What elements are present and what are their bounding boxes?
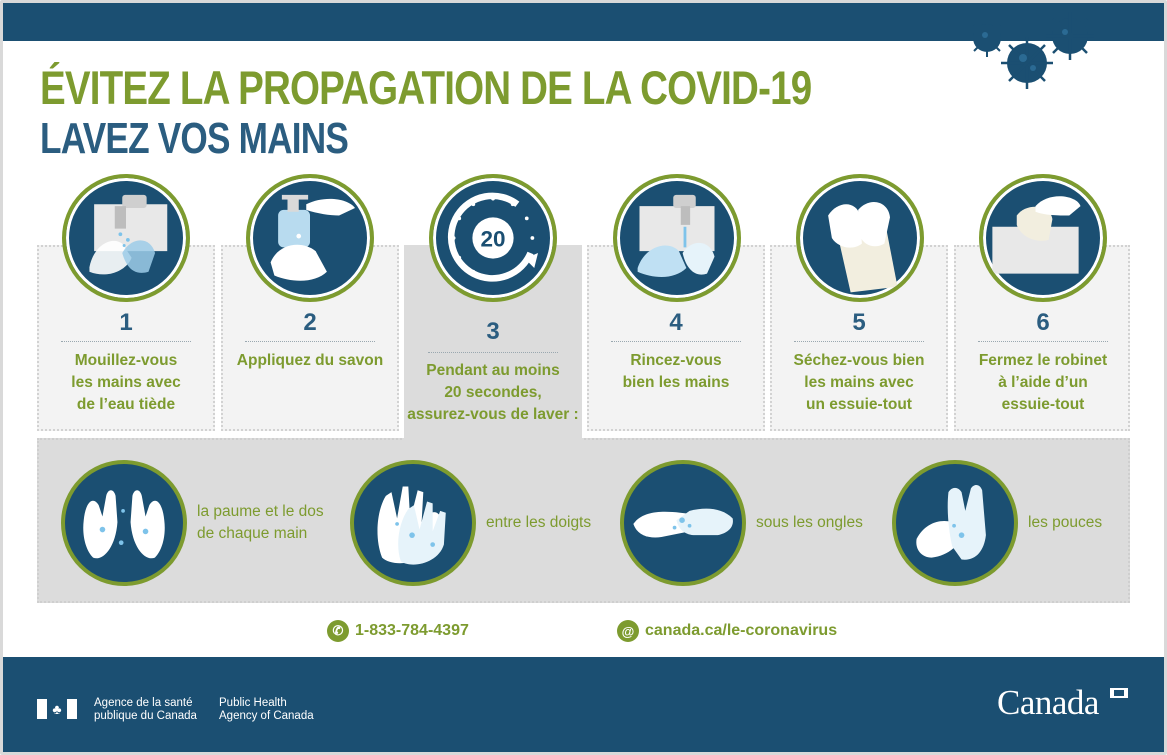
page-subtitle: LAVEZ VOS MAINS xyxy=(40,114,349,163)
page-title: ÉVITEZ LA PROPAGATION DE LA COVID-19 xyxy=(40,61,812,114)
canada-flag-icon: ♣ xyxy=(37,699,77,719)
timer-label: 20 xyxy=(480,226,506,252)
step-number-2: 2 xyxy=(303,309,317,336)
phone-number[interactable]: 1-833-784-4397 xyxy=(355,622,469,639)
step-text-5: Séchez-vous bien les mains avec un essuie-tout xyxy=(793,352,925,413)
step-rule-5 xyxy=(794,341,924,342)
faucet-wet-hands-icon xyxy=(62,174,190,302)
web-contact[interactable] xyxy=(617,620,837,642)
palms-icon xyxy=(61,460,187,586)
washing-area-text-1: la paume et le dos de chaque main xyxy=(197,503,324,542)
under-nails-icon xyxy=(620,460,746,586)
washing-area-text-4: les pouces xyxy=(1028,514,1103,531)
step-number-6: 6 xyxy=(1036,309,1050,336)
step-text-3: Pendant au moins 20 secondes, assurez-vous de laver : xyxy=(407,362,579,423)
agency-name-en: Public Health Agency of Canada xyxy=(219,697,314,722)
step-text-1: Mouillez-vous les mains avec de l’eau tiède xyxy=(71,352,181,413)
web-link[interactable]: canada.ca/le-coronavirus xyxy=(645,622,838,639)
step-text-6: Fermez le robinet à l’aide d’un essuie-tout xyxy=(978,352,1108,413)
washing-area-text-3: sous les ongles xyxy=(756,514,863,531)
agency-name-fr: Agence de la santé publique du Canada xyxy=(94,697,197,722)
step-number-5: 5 xyxy=(852,309,866,336)
phone-contact[interactable] xyxy=(327,620,469,642)
step-rule-6 xyxy=(978,341,1108,342)
step-text-2: Appliquez du savon xyxy=(236,352,384,369)
at-icon: @ xyxy=(617,620,639,642)
washing-area-text-2: entre les doigts xyxy=(486,514,592,531)
canada-wordmark: Canada xyxy=(997,683,1099,722)
between-fingers-icon xyxy=(350,460,476,586)
step-text-4: Rincez-vous bien les mains xyxy=(622,352,730,391)
paper-towel-icon xyxy=(796,174,924,302)
step-rule-4 xyxy=(611,341,741,342)
step-number-3: 3 xyxy=(486,318,500,345)
step-rule-2 xyxy=(245,341,375,342)
timer-20-icon xyxy=(429,174,557,302)
step-number-4: 4 xyxy=(669,309,683,336)
step-rule-1 xyxy=(61,341,191,342)
faucet-rinse-icon xyxy=(613,174,741,302)
thumbs-icon xyxy=(892,460,1018,586)
virus-icon xyxy=(965,8,1100,90)
phone-icon: ✆ xyxy=(327,620,349,642)
close-faucet-towel-icon xyxy=(979,174,1107,302)
step-rule-3 xyxy=(428,352,558,353)
step-number-1: 1 xyxy=(119,309,133,336)
soap-dispenser-icon xyxy=(246,174,374,302)
wordmark-flag-icon xyxy=(1110,688,1128,698)
